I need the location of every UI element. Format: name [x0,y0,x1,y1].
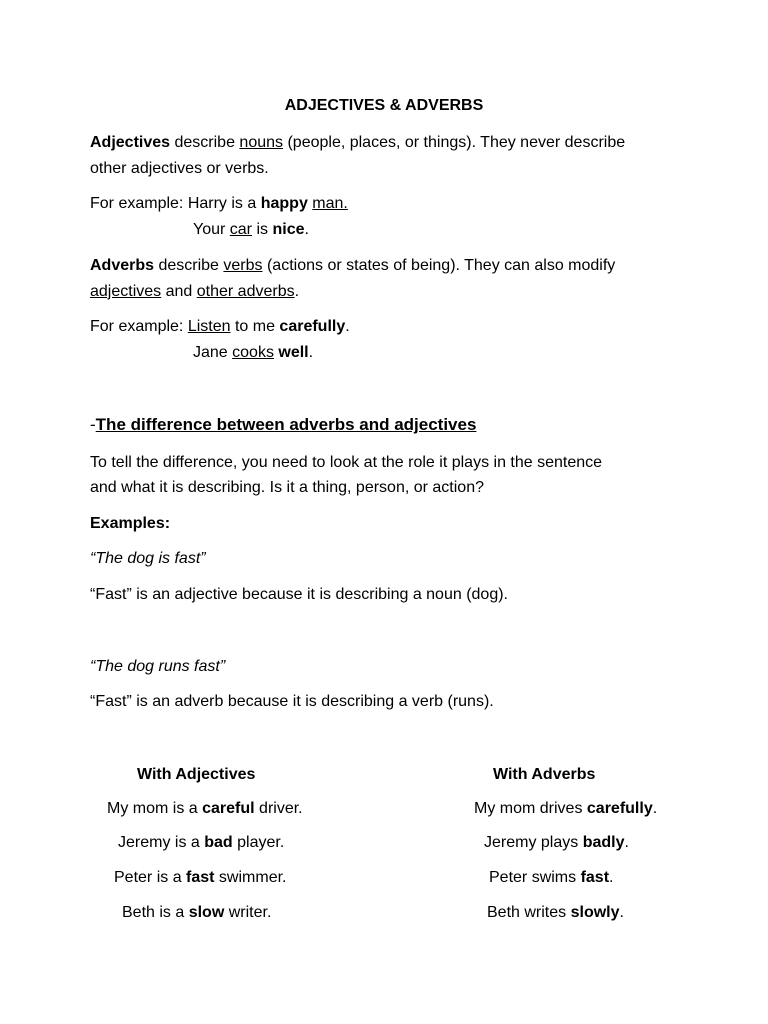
text: writer. [224,904,272,921]
page-title: ADJECTIVES & ADVERBS [284,97,484,114]
text: describe [154,257,224,274]
bold-word: carefully [279,318,346,335]
adjective-example-row [118,833,284,852]
text: Jeremy is a [118,834,205,851]
text: My mom drives [474,800,587,817]
section-heading: The difference between adverbs and adjectives [95,415,477,434]
with-adverbs-header: With Adverbs [493,766,596,783]
adjectives-definition-line2: other adjectives or verbs. [90,160,269,177]
text: . [304,221,309,238]
bold-word: slowly [570,904,620,921]
adverb-example-row [484,833,629,852]
text: player. [232,834,285,851]
bold-word: slow [188,904,225,921]
example-label: For example: Harry is a [90,195,261,212]
underlined-word: Listen [187,318,231,335]
adjective-example-row [122,903,271,922]
difference-heading [90,415,476,435]
text: Beth writes [487,904,571,921]
examples-label: Examples: [90,515,171,532]
text: . [624,834,629,851]
underlined-word: cooks [232,344,274,361]
text: Peter swims [489,869,581,886]
bold-word: fast [580,869,610,886]
text: driver. [254,800,303,817]
text: My mom is a [107,800,203,817]
text: . [652,800,658,817]
underlined-word: man. [312,195,348,212]
example-explanation-1: “Fast” is an adjective because it is describing a noun (dog). [90,586,508,603]
text: . [619,904,624,921]
difference-paragraph-line2: and what it is describing. Is it a thing, person, or action? [90,479,484,496]
difference-paragraph-line1: To tell the difference, you need to look at the role it plays in the sentence [90,454,603,471]
text: . [308,344,314,361]
text: Jeremy plays [484,834,583,851]
example-explanation-2: “Fast” is an adverb because it is describing a verb (runs). [90,693,494,710]
adverbs-term: Adverbs [90,257,155,274]
text: and [161,283,197,300]
bold-word: badly [582,834,625,851]
adjectives-term: Adjectives [90,134,171,151]
text: swimmer. [214,869,287,886]
adjective-example-row [114,868,286,887]
text: Beth is a [122,904,189,921]
underlined-word: car [229,221,253,238]
adverbs-definition-line2 [90,282,299,301]
adverbs-example-2 [193,343,313,362]
adverbs-definition-line1 [90,256,615,275]
adjectives-example-1 [90,194,348,213]
example-quote-2: “The dog runs fast” [90,658,226,675]
example-quote-1: “The dog is fast” [90,550,206,567]
text: (people, places, or things). They never describe [283,134,626,151]
text: is [252,221,273,238]
adjective-example-row [107,799,303,818]
bold-word: carefully [586,800,653,817]
bold-word: happy [260,195,308,212]
bold-word: bad [204,834,233,851]
text: . [294,283,300,300]
text: Jane [193,344,233,361]
adjectives-example-2 [193,220,309,239]
bold-word: careful [202,800,255,817]
adverb-example-row [474,799,657,818]
bold-word: well [278,344,309,361]
adverb-example-row [489,868,613,887]
nouns-word: nouns [239,134,284,151]
dash: - [90,415,96,434]
with-adjectives-header: With Adjectives [137,766,256,783]
text: Your [193,221,230,238]
text: . [345,318,350,335]
text: (actions or states of being). They can also modify [262,257,616,274]
example-label: For example: [90,318,188,335]
text: Peter is a [114,869,187,886]
bold-word: fast [186,869,215,886]
adjectives-definition-line1 [90,133,625,152]
bold-word: nice [272,221,305,238]
verbs-word: verbs [223,257,263,274]
text: . [609,869,614,886]
underlined-word: adjectives [90,283,162,300]
underlined-word: other adverbs [196,283,295,300]
text: to me [230,318,280,335]
text: describe [170,134,240,151]
adverb-example-row [487,903,624,922]
adverbs-example-1 [90,317,350,336]
